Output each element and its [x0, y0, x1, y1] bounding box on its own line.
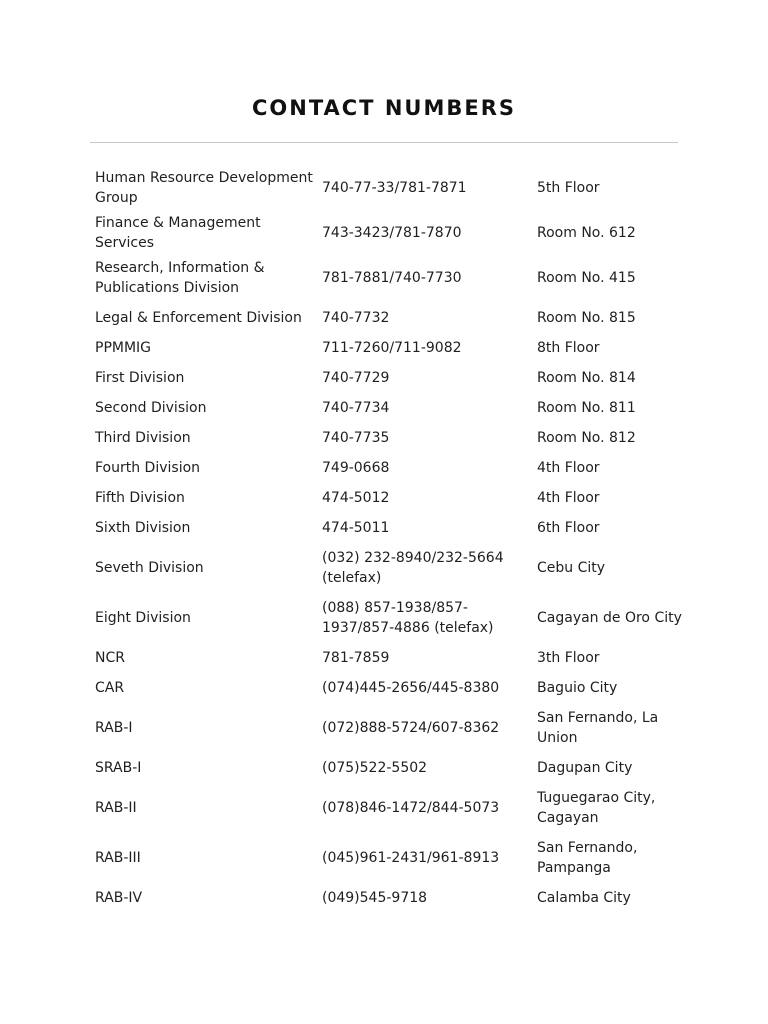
office-name: Research, Information & Publications Division — [95, 260, 265, 296]
office-name: SRAB-I — [95, 760, 142, 776]
phone-number: 740-7732 — [322, 310, 390, 326]
office-name: Eight Division — [95, 610, 191, 626]
table-row — [90, 363, 690, 393]
office-location: Room No. 812 — [537, 430, 636, 446]
office-name: RAB-II — [95, 800, 137, 816]
office-name: Human Resource Development Group — [95, 170, 313, 206]
table-row — [90, 673, 690, 703]
table-row — [90, 423, 690, 453]
office-location: 3th Floor — [537, 650, 600, 666]
office-name: NCR — [95, 650, 125, 666]
office-location: Calamba City — [537, 890, 631, 906]
office-name: Sixth Division — [95, 520, 191, 536]
office-name: CAR — [95, 680, 125, 696]
office-location: 8th Floor — [537, 340, 600, 356]
office-location: Dagupan City — [537, 760, 633, 776]
office-location: Room No. 612 — [537, 225, 636, 241]
office-location: 5th Floor — [537, 180, 600, 196]
table-row — [90, 543, 690, 593]
phone-number: (088) 857-1938/857-1937/857-4886 (telefax) — [322, 600, 494, 636]
table-row — [90, 393, 690, 423]
table-row — [90, 513, 690, 543]
phone-number: 781-7881/740-7730 — [322, 270, 462, 286]
phone-number: 740-77-33/781-7871 — [322, 180, 467, 196]
office-location: 4th Floor — [537, 490, 600, 506]
office-location: Tuguegarao City, Cagayan — [537, 790, 656, 826]
office-name: RAB-IV — [95, 890, 143, 906]
office-location: Room No. 811 — [537, 400, 636, 416]
table-row — [90, 213, 690, 253]
office-location: Baguio City — [537, 680, 618, 696]
phone-number: 474-5011 — [322, 520, 390, 536]
phone-number: 740-7729 — [322, 370, 390, 386]
phone-number: 740-7735 — [322, 430, 390, 446]
table-row — [90, 483, 690, 513]
table-row — [90, 833, 690, 883]
office-location: 6th Floor — [537, 520, 600, 536]
office-name: Third Division — [95, 430, 191, 446]
office-location: 4th Floor — [537, 460, 600, 476]
phone-number: (078)846-1472/844-5073 — [322, 800, 500, 816]
table-row — [90, 593, 690, 643]
office-location: Room No. 815 — [537, 310, 636, 326]
table-row — [90, 703, 690, 753]
phone-number: (032) 232-8940/232-5664 (telefax) — [322, 550, 504, 586]
office-name: Legal & Enforcement Division — [95, 310, 302, 326]
phone-number: 781-7859 — [322, 650, 390, 666]
office-name: PPMMIG — [95, 340, 152, 356]
table-row — [90, 643, 690, 673]
office-location: San Fernando, La Union — [537, 710, 659, 746]
office-name: First Division — [95, 370, 185, 386]
phone-number: 711-7260/711-9082 — [322, 340, 462, 356]
office-location: Cagayan de Oro City — [537, 610, 682, 626]
phone-number: (075)522-5502 — [322, 760, 428, 776]
office-name: Second Division — [95, 400, 207, 416]
phone-number: (045)961-2431/961-8913 — [322, 850, 500, 866]
phone-number: (049)545-9718 — [322, 890, 428, 906]
office-location: Room No. 814 — [537, 370, 636, 386]
office-name: Seveth Division — [95, 560, 204, 576]
phone-number: 749-0668 — [322, 460, 390, 476]
office-location: Room No. 415 — [537, 270, 636, 286]
office-name: Fifth Division — [95, 490, 185, 506]
table-row — [90, 883, 690, 913]
office-location: San Fernando, Pampanga — [537, 840, 638, 876]
office-name: Fourth Division — [95, 460, 201, 476]
table-row — [90, 303, 690, 333]
office-location: Cebu City — [537, 560, 606, 576]
title-divider — [90, 142, 678, 143]
phone-number: (072)888-5724/607-8362 — [322, 720, 500, 736]
contact-table — [90, 163, 690, 913]
table-row — [90, 253, 690, 303]
office-name: RAB-I — [95, 720, 133, 736]
office-name: RAB-III — [95, 850, 141, 866]
table-row — [90, 333, 690, 363]
page-title: CONTACT NUMBERS — [251, 96, 516, 120]
office-name: Finance & Management Services — [95, 215, 261, 251]
phone-number: 740-7734 — [322, 400, 390, 416]
table-row — [90, 453, 690, 483]
table-row — [90, 783, 690, 833]
table-row — [90, 753, 690, 783]
phone-number: (074)445-2656/445-8380 — [322, 680, 500, 696]
phone-number: 474-5012 — [322, 490, 390, 506]
phone-number: 743-3423/781-7870 — [322, 225, 462, 241]
table-row — [90, 163, 690, 213]
